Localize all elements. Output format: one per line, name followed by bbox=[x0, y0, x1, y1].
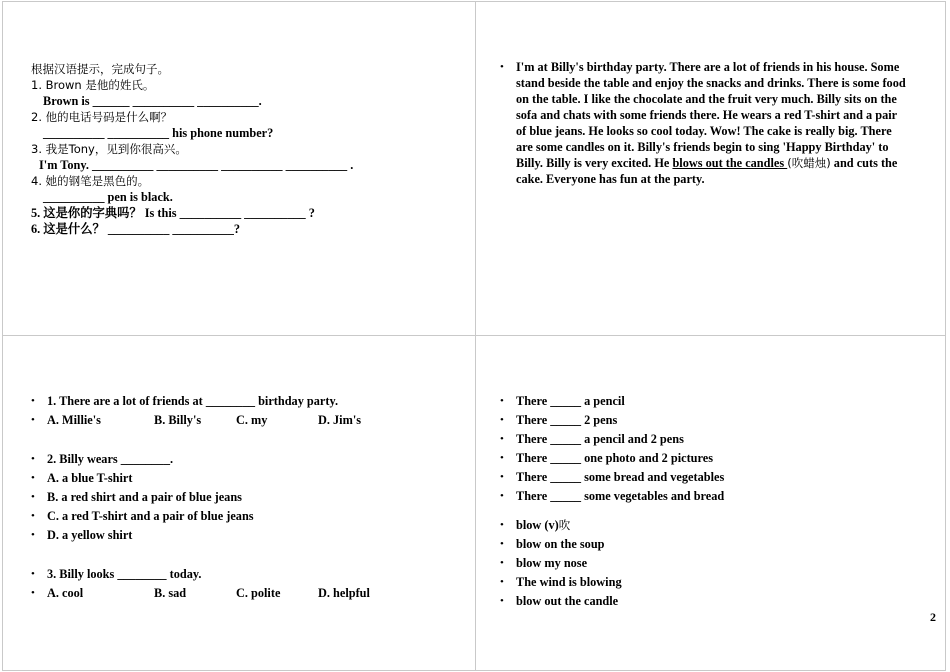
blow-header bbox=[516, 517, 570, 533]
item-3-answer: I'm Tony. __________ __________ __________ __________ . bbox=[39, 158, 354, 172]
slide-panel-translation bbox=[2, 1, 476, 336]
item-3-prompt bbox=[31, 141, 187, 157]
there-line-1: There _____ a pencil bbox=[516, 394, 625, 408]
item-1-prompt bbox=[31, 77, 154, 93]
there-line-5: There _____ some bread and vegetables bbox=[516, 470, 725, 484]
blow-line-4: blow out the candle bbox=[516, 594, 619, 608]
there-line-4: There _____ one photo and 2 pictures bbox=[516, 451, 713, 465]
question-3: 3. Billy looks ________ today. bbox=[47, 567, 202, 581]
bullet-icon: • bbox=[31, 587, 35, 599]
bullet-icon: • bbox=[31, 529, 35, 541]
bullet-icon: • bbox=[500, 595, 504, 607]
there-line-2: There _____ 2 pens bbox=[516, 413, 618, 427]
bullet-icon: • bbox=[31, 472, 35, 484]
bullet-icon: • bbox=[500, 395, 504, 407]
paragraph-part-2: and cuts the cake. Everyone has fun at the party. bbox=[516, 156, 898, 186]
item-4-answer: __________ pen is black. bbox=[43, 190, 173, 204]
question-2: 2. Billy wears ________. bbox=[47, 452, 174, 466]
bullet-icon: • bbox=[500, 519, 504, 531]
bullet-icon: • bbox=[31, 453, 35, 465]
blow-line-3: The wind is blowing bbox=[516, 575, 622, 589]
slide-panel-grammar bbox=[475, 335, 946, 671]
q3-option-c: C. polite bbox=[236, 586, 281, 600]
q1-option-c: C. my bbox=[236, 413, 268, 427]
bullet-icon: • bbox=[500, 61, 504, 73]
page-number: 2 bbox=[930, 610, 936, 624]
chinese-gloss: (吹蜡烛) bbox=[787, 156, 831, 170]
bullet-icon: • bbox=[500, 490, 504, 502]
item-3-cn: 3. 我是Tony，见到你很高兴。 bbox=[31, 142, 187, 156]
item-2-cn: 2. 他的电话号码是什么啊？ bbox=[31, 110, 173, 124]
bullet-icon: • bbox=[31, 491, 35, 503]
item-2-answer: __________ __________ his phone number? bbox=[43, 126, 274, 140]
bullet-icon: • bbox=[500, 557, 504, 569]
bullet-icon: • bbox=[500, 414, 504, 426]
bullet-icon: • bbox=[500, 576, 504, 588]
bullet-icon: • bbox=[31, 568, 35, 580]
instruction-text: 根据汉语提示，完成句子。 bbox=[31, 62, 169, 76]
underlined-phrase: blows out the candles bbox=[672, 156, 788, 170]
q2-option-b: B. a red shirt and a pair of blue jeans bbox=[47, 490, 242, 504]
paragraph-part-1: I'm at Billy's birthday party. There are a lot of friends in his house. Some stand beside the table and enjoy the snacks and drinks. There is some food on the table. I like the chocolate and the fruit very much. Billy sits on the sofa and chats with some friends there. He wears a red T-shirt and a pair of blue jeans. He looks so cool today. Wow! The cake is really big. There are some candles on it. Billy's friends begin to sing 'Happy Birthday' to Billy. Billy is very excited. He bbox=[516, 60, 906, 170]
bullet-icon: • bbox=[31, 510, 35, 522]
blow-line-1: blow on the soup bbox=[516, 537, 605, 551]
bullet-icon: • bbox=[500, 538, 504, 550]
bullet-icon: • bbox=[500, 433, 504, 445]
item-2-prompt bbox=[31, 109, 172, 125]
q3-option-d: D. helpful bbox=[318, 586, 370, 600]
q2-option-c: C. a red T-shirt and a pair of blue jeans bbox=[47, 509, 254, 523]
q1-option-d: D. Jim's bbox=[318, 413, 362, 427]
bullet-icon: • bbox=[500, 452, 504, 464]
slide-panel-reading bbox=[475, 1, 946, 336]
q2-option-a: A. a blue T-shirt bbox=[47, 471, 133, 485]
question-1: 1. There are a lot of friends at ________ birthday party. bbox=[47, 394, 339, 408]
blow-header-cn: 吹 bbox=[558, 518, 571, 532]
q2-option-d: D. a yellow shirt bbox=[47, 528, 133, 542]
there-line-6: There _____ some vegetables and bread bbox=[516, 489, 725, 503]
bullet-icon: • bbox=[31, 414, 35, 426]
item-1-cn: 1. Brown 是他的姓氏。 bbox=[31, 78, 155, 92]
item-6-prompt: 6. 这是什么？ __________ __________? bbox=[31, 222, 241, 236]
q3-option-a: A. cool bbox=[47, 586, 84, 600]
blow-line-2: blow my nose bbox=[516, 556, 588, 570]
q1-option-b: B. Billy's bbox=[154, 413, 202, 427]
slide-panel-questions bbox=[2, 335, 476, 671]
q1-option-a: A. Millie's bbox=[47, 413, 101, 427]
q3-option-b: B. sad bbox=[154, 586, 187, 600]
item-4-prompt bbox=[31, 173, 149, 189]
item-1-answer: Brown is ______ __________ __________. bbox=[43, 94, 262, 108]
there-line-3: There _____ a pencil and 2 pens bbox=[516, 432, 684, 446]
reading-paragraph bbox=[516, 59, 908, 187]
blow-header-en: blow (v) bbox=[516, 518, 559, 532]
bullet-icon: • bbox=[500, 471, 504, 483]
item-4-cn: 4. 她的钢笔是黑色的。 bbox=[31, 174, 150, 188]
item-5-prompt: 5. 这是你的字典吗？ Is this __________ __________ ? bbox=[31, 206, 315, 220]
bullet-icon: • bbox=[31, 395, 35, 407]
